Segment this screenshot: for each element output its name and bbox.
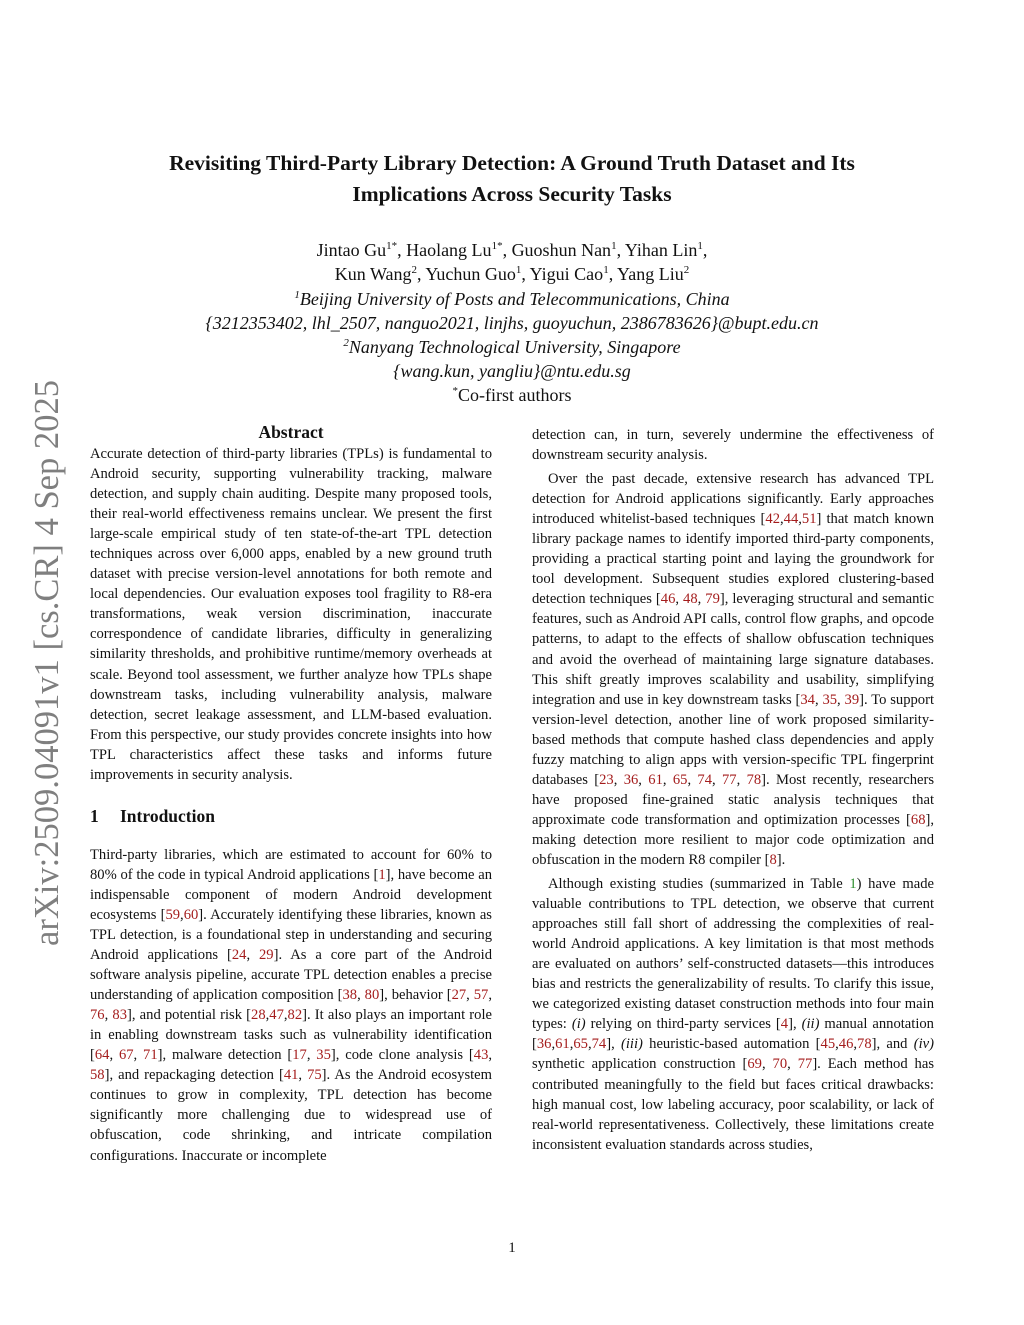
citation-link[interactable]: 74: [697, 771, 713, 788]
abstract-body: Accurate detection of third-party libraries (TPLs) is fundamental to Android security, supporting vulnerability tracking, malware detection, and supply chain auditing. Despite many proposed tools, their real-world effectiveness remains unclear. We present the first large-scale empirical study of ten state-of-the-art TPL detection techniques across over 6,000 apps, enabled by a new ground truth dataset with precise version-level annotations for both remote and local dependencies. Our evaluation exposes tool fragility to R8-era transformations, weak version discrimination, inaccurate correspondence of candidate libraries, difficulty in generalizing similarity thresholds, and prohibitive runtime/memory overheads at scale. Beyond tool assessment, we further analyze how TPLs shape downstream tasks, including vulnerability analysis, malware detection, secret leakage assessment, and LLM-based evaluation. From this perspective, our study provides concrete insights into how TPL characteristics affect these tasks and informs future improvements in security analysis.: [90, 446, 492, 783]
paper-title: [90, 148, 934, 210]
citation-link[interactable]: 74: [591, 1036, 607, 1053]
author-name: Kun Wang: [334, 264, 412, 284]
affiliation-2: [90, 335, 934, 359]
table-reference-link[interactable]: 1: [849, 876, 857, 893]
section-heading-introduction: [90, 805, 492, 827]
citation-link[interactable]: 76: [90, 1007, 105, 1024]
right-column: [532, 425, 934, 1155]
citation-link[interactable]: 60: [183, 906, 199, 923]
citation-link[interactable]: 28: [251, 1007, 266, 1024]
citation-link[interactable]: 64: [94, 1047, 110, 1064]
citation-link[interactable]: 42: [765, 511, 780, 528]
citation-link[interactable]: 47: [269, 1007, 284, 1024]
page-number: 1: [508, 1240, 516, 1256]
citation-link[interactable]: 46: [838, 1036, 854, 1053]
affiliation-mark: 2: [411, 264, 417, 276]
authors-line-2: Kun Wang$^2$, Yuchun Guo$^1$, Yigui Cao$^1$, Yang Liu$^2$: [334, 264, 690, 284]
citation-link[interactable]: 24: [231, 947, 247, 964]
citation-link[interactable]: 44: [783, 511, 799, 528]
citation-link[interactable]: 77: [797, 1056, 813, 1073]
affiliation-1-emails: {3212353402, lhl_2507, nanguo2021, linjhs, guoyuchun, 2386783626}@bupt.edu.cn: [205, 313, 819, 333]
citation-link[interactable]: 59: [165, 906, 181, 923]
authors-line-1: Jintao $Gu^{1*}$, Haolang $Lu^{1*}$, Guoshun Nan$^1$, Yihan Lin$^1$,: [316, 240, 708, 260]
affiliation-mark: 1*: [491, 240, 503, 252]
citation-link[interactable]: 67: [118, 1047, 134, 1064]
citation-link[interactable]: 82: [287, 1007, 303, 1024]
citation-link[interactable]: 77: [722, 771, 737, 788]
co-first-note: [90, 383, 934, 407]
author-name: Yihan Lin: [624, 240, 698, 260]
citation-link[interactable]: 1: [378, 866, 386, 883]
author-name: Yigui Cao: [529, 264, 604, 284]
affiliation-2-emails: {wang.kun, yangliu}@ntu.edu.sg: [393, 361, 631, 381]
citation-link[interactable]: 46: [660, 591, 676, 608]
affiliation-name: Nanyang Technological University, Singapore: [348, 337, 681, 357]
author-name: Guoshun Nan: [511, 240, 612, 260]
author-name: Yuchun Guo: [425, 264, 516, 284]
affiliation-mark: 1: [611, 240, 617, 252]
citation-link[interactable]: 4: [780, 1016, 789, 1033]
citation-link[interactable]: 36: [623, 771, 639, 788]
citation-link[interactable]: 45: [820, 1036, 836, 1053]
section-title: Introduction: [120, 805, 215, 826]
footnote-mark: *: [452, 385, 458, 397]
author-name: Haolang Lu: [406, 240, 492, 260]
citation-link[interactable]: 36: [536, 1036, 552, 1053]
citation-link[interactable]: 38: [342, 987, 358, 1004]
citation-link[interactable]: 71: [143, 1047, 158, 1064]
affiliation-name: Beijing University of Posts and Telecommunications, China: [299, 289, 730, 309]
citation-link[interactable]: 68: [910, 811, 926, 828]
left-column: [90, 421, 492, 1166]
title-line-2: Implications Across Security Tasks: [352, 182, 672, 206]
co-first-text: Co-first authors: [458, 385, 572, 405]
citation-link[interactable]: 75: [307, 1067, 322, 1084]
citation-link[interactable]: 78: [746, 771, 762, 788]
affiliation-mark: 1: [603, 264, 609, 276]
citation-link[interactable]: 17: [292, 1047, 307, 1064]
title-line-1: Revisiting Third-Party Library Detection: A Ground Truth Dataset and Its: [169, 151, 855, 175]
affiliation-mark: 2: [343, 337, 349, 349]
affiliation-1: [90, 287, 934, 311]
affiliation-mark: 1: [697, 240, 703, 252]
citation-link[interactable]: 34: [800, 691, 815, 708]
citation-link[interactable]: 70: [772, 1056, 788, 1073]
citation-link[interactable]: 61: [648, 771, 663, 788]
citation-link[interactable]: 23: [599, 771, 614, 788]
citation-link[interactable]: 29: [259, 947, 274, 964]
affiliation-mark: 1*: [386, 240, 398, 252]
body-paragraph: Although existing studies (summarized in Table 1) have made valuable contributions to TPL detection, we observe that current approaches still fall short of addressing the complexities of real-world Android applications. A key limitation is that most methods are evaluated on authors’ self-constructed datasets—this introduces bias and restricts the generalizability of results. To clarify this issue, we categorized existing dataset construction methods into four main types: (i) relying on third-party services [4], (ii) manual annotation [36,61,65,74], (iii) heuristic-based automation [45,46,78], and (iv) synthetic application construction [69, 70, 77]. Each method has contributed meaningfully to the field but faces critical drawbacks: high manual cost, low labeling accuracy, poor scalability, or lack of real-world representativeness. Collectively, these limitations create inconsistent evaluation standards across studies,: [532, 876, 935, 1153]
body-paragraph: detection can, in turn, severely undermine the effectiveness of downstream security analysis.: [532, 427, 934, 464]
citation-link[interactable]: 79: [705, 591, 720, 608]
citation-link[interactable]: 41: [283, 1067, 299, 1084]
citation-link[interactable]: 43: [473, 1047, 489, 1064]
citation-link[interactable]: 61: [555, 1036, 570, 1053]
section-number: 1: [90, 805, 99, 826]
citation-link[interactable]: 65: [672, 771, 688, 788]
arxiv-id-text: arXiv:2509.04091v1 [cs.CR] 4 Sep 2025: [27, 378, 66, 946]
arxiv-identifier: [20, 378, 68, 948]
citation-link[interactable]: 78: [857, 1036, 872, 1053]
citation-link[interactable]: 69: [747, 1056, 762, 1073]
citation-link[interactable]: 80: [364, 987, 380, 1004]
citation-link[interactable]: 27: [451, 987, 467, 1004]
intro-paragraph: Third-party libraries, which are estimated to account for 60% to 80% of the code in typical Android applications [1], have become an indispensable component of modern Android development ecosystems [59,60]. Accurately identifying these libraries, known as TPL detection, is a foundational step in understanding and securing Android applications [24, 29]. As a core part of the Android software analysis pipeline, accurate TPL detection enables a precise understanding of application composition [38, 80], behavior [27, 57, 76, 83], and potential risk [28,47,82]. It also plays an important role in enabling downstream tasks such as vulnerability identification [64, 67, 71], malware detection [17, 35], code clone analysis [43, 58], and repackaging detection [41, 75]. As the Android ecosystem continues to grow in complexity, TPL detection has become significantly more challenging due to widespread use of obfuscation, code shrinking, and intricate compilation configurations. Inaccurate or incomplete: [90, 846, 493, 1164]
abstract-heading: Abstract: [258, 422, 324, 442]
citation-link[interactable]: 57: [473, 987, 489, 1004]
citation-link[interactable]: 48: [683, 591, 698, 608]
affiliation-mark: 1: [294, 289, 300, 301]
citation-link[interactable]: 39: [844, 691, 860, 708]
author-name: Jintao Gu: [316, 240, 387, 260]
citation-link[interactable]: 35: [822, 691, 838, 708]
citation-link[interactable]: 83: [112, 1007, 127, 1024]
affiliation-mark: 1: [515, 264, 522, 276]
affiliation-mark: 2: [683, 264, 690, 276]
citation-link[interactable]: 58: [90, 1067, 105, 1084]
citation-link[interactable]: 8: [769, 851, 777, 868]
citation-link[interactable]: 65: [573, 1036, 588, 1053]
body-paragraph: Over the past decade, extensive research has advanced TPL detection for Android applications significantly. Early approaches introduced whitelist-based techniques [42,44,51] that match known library package names to identify imported third-party components, providing a practical starting point and laying the groundwork for tool development. Subsequent studies explored clustering-based detection techniques [46, 48, 79], leveraging structural and semantic features, such as Android API calls, control flow graphs, and opcode patterns, to adapt to the effects of shallow obfuscation techniques and avoid the overhead of maintaining large signature databases. This shift greatly improves scalability and usability, simplifying integration and use in key downstream tasks [34, 35, 39]. To support version-level detection, another line of work proposed similarity-based methods that compute hashed class dependencies and apply fuzzy matching to align apps with version-specific TPL fingerprint databases [23, 36, 61, 65, 74, 77, 78]. Most recently, researchers have proposed fine-grained static analysis techniques that approximate code transformation and optimization processes [68], making detection more resilient to major code optimization and obfuscation in the modern R8 compiler [8].: [532, 471, 935, 868]
author-name: Yang Liu: [617, 264, 684, 284]
citation-link[interactable]: 35: [316, 1047, 331, 1064]
citation-link[interactable]: 51: [801, 511, 817, 528]
